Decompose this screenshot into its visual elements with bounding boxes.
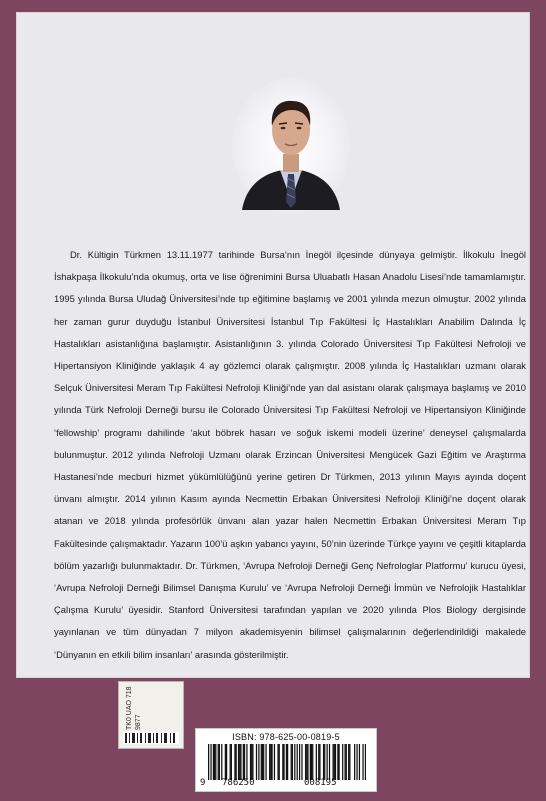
barcode-bar bbox=[210, 744, 211, 780]
barcode-bar bbox=[287, 744, 288, 780]
barcode-bar bbox=[231, 744, 232, 780]
barcode-bar bbox=[307, 744, 308, 780]
barcode-bar bbox=[244, 744, 245, 780]
barcode-bar bbox=[324, 744, 325, 780]
barcode-bar bbox=[274, 744, 275, 780]
barcode-bar bbox=[354, 744, 355, 780]
author-photo-icon bbox=[232, 78, 350, 214]
sticker-code: TK0 UAO 7189877 bbox=[126, 686, 142, 730]
barcode-bar bbox=[279, 744, 280, 780]
barcode-bar bbox=[251, 744, 252, 780]
barcode-bar bbox=[344, 744, 345, 780]
barcode-bar bbox=[294, 744, 295, 780]
barcode-bar bbox=[327, 744, 328, 780]
barcode-bar bbox=[243, 744, 244, 780]
barcode-bar bbox=[316, 744, 317, 780]
barcode-bar bbox=[261, 744, 262, 780]
barcode-bar bbox=[365, 744, 366, 780]
library-sticker bbox=[118, 681, 184, 749]
barcode-bar bbox=[301, 744, 302, 780]
barcode-bar bbox=[349, 744, 350, 780]
barcode-bar bbox=[334, 744, 335, 780]
barcode-bar bbox=[335, 744, 336, 780]
barcode-bar bbox=[337, 744, 338, 780]
isbn-barcode bbox=[195, 728, 377, 792]
barcode-bar bbox=[246, 744, 247, 780]
barcode-bar bbox=[277, 744, 278, 780]
barcode-bar bbox=[270, 744, 271, 780]
barcode-bar bbox=[359, 744, 360, 780]
barcode-bar bbox=[318, 744, 319, 780]
barcode-bar bbox=[250, 744, 251, 780]
isbn-label: ISBN: 978-625-00-0819-5 bbox=[232, 732, 340, 742]
barcode-bar bbox=[265, 744, 266, 780]
barcode-bar bbox=[292, 744, 293, 780]
barcode-digit-group-1: 786250 bbox=[222, 778, 255, 788]
barcode-bar bbox=[225, 744, 226, 780]
barcode-bar bbox=[346, 744, 347, 780]
barcode-bar bbox=[310, 744, 311, 780]
barcode-bar bbox=[218, 744, 219, 780]
author-biography: Dr. Kültigin Türkmen 13.11.1977 tarihinde Bursa’nın İnegöl ilçesinde dünyaya gelmiştir. İlkokulu İnegöl İshakpaşa İlkokulu’nda okumuş, orta ve lise öğrenimini Bursa Uluabatlı Hasan Anadolu Lisesi’nde tamamlamıştır. 1995 yılında Bursa Uludağ Üniversitesi’nde tıp eğitimine başlamış ve 2001 yılında mezun olmuştur. 2002 yılında her zaman gurur duyduğu İstanbul Üniversitesi İstanbul Tıp Fakültesi İç Hastalıkları Anabilim Dalında İç Hastalıkları asistanlığına başlamıştır. Asistanlığının 3. yılında Colorado Üniversitesi Tıp Fakültesi Nefroloji ve Hipertansiyon Kliniğinde yaklaşık 4 ay gözlemci olarak çalışmıştır. 2008 yılında İç Hastalıkları uzmanı olarak Selçuk Üniversitesi Meram Tıp Fakültesi Nefroloji Kliniği’nde yan dal asistanı olarak çalışmaya başlamış ve 2010 yılında Türk Nefroloji Derneği bursu ile Colorado Üniversitesi Tıp Fakültesi Nefroloji ve Hipertansiyon Kliniğinde ‘fellowship’ programı dahilinde ‘akut böbrek hasarı ve soğuk iskemi modeli üzerine’ deneysel çalışmalarda bulunmuştur. 2012 yılında Nefroloji Uzmanı olarak Erzincan Üniversitesi Mengücek Gazi Eğitim ve Araştırma Hastanesi’nde mecburi hizmet yükümlülüğünü yerine getiren Dr Türkmen, 2013 yılının Mayıs ayında doçent ünvanı almıştır. 2014 yılının Kasım ayında Necmettin Erbakan Üniversitesi Nefroloji Kliniği’ne doçent olarak atanan ve 2018 yılında profesörlük ünvanı alan yazar halen Necmettin Erbakan Üniversitesi Meram Tıp Fakültesinde çalışmaktadır. Yazarın 100’ü aşkın yabancı yayını, 50’nin üzerinde Türkçe yayını ve çeşitli kitaplarda bölüm yazarlığı bulunmaktadır. Dr. Türkmen, ‘Avrupa Nefroloji Derneği Genç Nefrologlar Platformu’ kurucu üyesi, ‘Avrupa Nefroloji Derneği Bilimsel Danışma Kurulu’ ve ‘Avrupa Nefroloji Derneği İmmün ve Nefrolojik Hastalıklar Çalışma Kurulu’ üyesidir. Stanford Üniversitesi tarafından yapılan ve 2020 yılında Plos Biology dergisinde yayınlanan ve tüm dünyadan 7 milyon akademisyenin bilimsel çalışmalarının değerlendirildiği makalede ‘Dünyanın en etkili bilim insanları’ arasında gösterilmiştir. bbox=[54, 249, 526, 660]
barcode-bar bbox=[332, 744, 333, 780]
barcode-bar bbox=[230, 744, 231, 780]
barcode-bar bbox=[240, 744, 241, 780]
barcode-bar bbox=[348, 744, 349, 780]
barcode-bar bbox=[269, 744, 270, 780]
barcode-bar bbox=[305, 744, 306, 780]
barcode-bar bbox=[236, 744, 237, 780]
barcode-bar bbox=[263, 744, 264, 780]
barcode-bar bbox=[356, 744, 357, 780]
barcode-bar bbox=[208, 744, 209, 780]
barcode-bar bbox=[297, 744, 298, 780]
barcode-bar bbox=[319, 744, 320, 780]
barcode-bar bbox=[271, 744, 272, 780]
barcode-bar bbox=[226, 744, 227, 780]
barcode-bar bbox=[311, 744, 312, 780]
barcode-bar bbox=[306, 744, 307, 780]
barcode-bar bbox=[323, 744, 324, 780]
barcode-bar bbox=[215, 744, 216, 780]
barcode-bar bbox=[342, 744, 343, 780]
barcode-bar bbox=[283, 744, 284, 780]
barcode-bar bbox=[256, 744, 257, 780]
barcode-bar bbox=[219, 744, 220, 780]
barcode-bar bbox=[258, 744, 259, 780]
barcode-digit-first: 9 bbox=[200, 778, 206, 788]
barcode-bar bbox=[362, 744, 363, 780]
barcode-bar bbox=[291, 744, 292, 780]
barcode-bar bbox=[312, 744, 313, 780]
barcode-bar bbox=[234, 744, 235, 780]
barcode-bar bbox=[221, 744, 222, 780]
barcode-bar bbox=[282, 744, 283, 780]
author-portrait bbox=[232, 78, 350, 214]
barcode-bar bbox=[213, 744, 214, 780]
content-panel bbox=[16, 12, 530, 678]
barcode-bars bbox=[208, 744, 366, 780]
barcode-bar bbox=[262, 744, 263, 780]
barcode-bar bbox=[286, 744, 287, 780]
barcode-bar bbox=[299, 744, 300, 780]
barcode-bar bbox=[338, 744, 339, 780]
barcode-bar bbox=[238, 744, 239, 780]
barcode-bar bbox=[239, 744, 240, 780]
barcode-bar bbox=[214, 744, 215, 780]
barcode-bar bbox=[329, 744, 330, 780]
barcode-bar bbox=[252, 744, 253, 780]
sticker-barcode-icon bbox=[123, 732, 179, 744]
barcode-digit-group-2: 008195 bbox=[304, 778, 337, 788]
